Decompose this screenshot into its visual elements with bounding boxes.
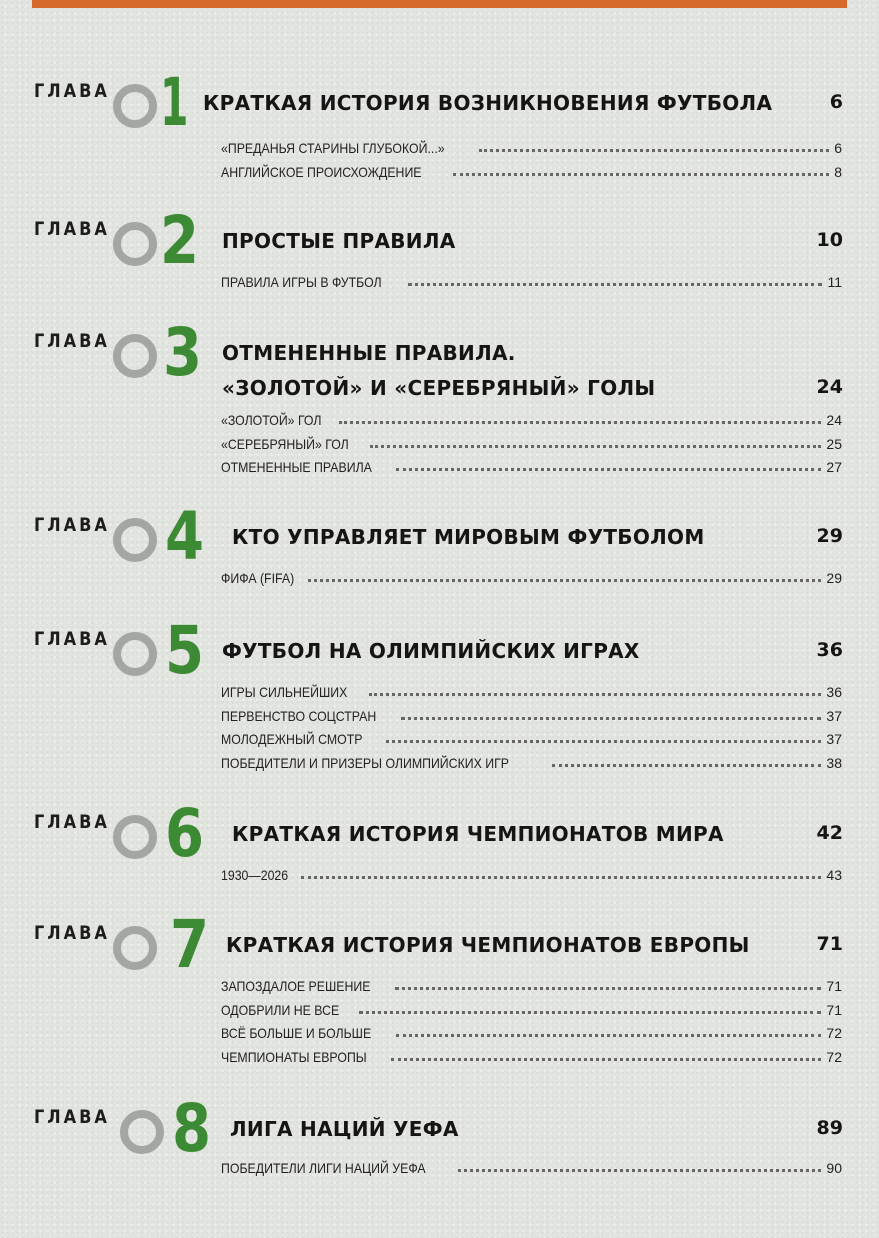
- chapter-ring-icon: [113, 518, 157, 562]
- dot-leader: [396, 1033, 822, 1037]
- chapter-number: 2: [160, 202, 200, 279]
- chapter-ring-icon: [113, 222, 157, 266]
- toc-entry-label: ЗАПОЗДАЛОЕ РЕШЕНИЕ: [221, 978, 371, 994]
- toc-entry-page: 25: [826, 435, 842, 452]
- toc-entry[interactable]: [221, 432, 842, 452]
- toc-entry-label: ФИФА (FIFA): [221, 570, 295, 586]
- chapter-number: 8: [172, 1090, 212, 1167]
- toc-entry[interactable]: [221, 704, 842, 724]
- dot-leader: [386, 739, 822, 743]
- toc-entry-label: ИГРЫ СИЛЬНЕЙШИХ: [221, 684, 348, 700]
- chapter-ring-icon: [113, 632, 157, 676]
- toc-entry-label: «ПРЕДАНЬЯ СТАРИНЫ ГЛУБОКОЙ...»: [221, 140, 445, 156]
- toc-entry-label: ПЕРВЕНСТВО СОЦСТРАН: [221, 707, 377, 724]
- chapter-number: 3: [163, 314, 203, 391]
- toc-entry-label: ВСЁ БОЛЬШЕ И БОЛЬШЕ: [221, 1025, 372, 1041]
- toc-entry[interactable]: [221, 1156, 842, 1176]
- toc-entry-page: 72: [826, 1025, 842, 1041]
- chapter-title-line[interactable]: КРАТКАЯ ИСТОРИЯ ЧЕМПИОНАТОВ МИРА: [232, 822, 724, 846]
- chapter-8: [0, 1090, 879, 1238]
- dot-leader: [308, 578, 821, 582]
- dot-leader: [396, 467, 821, 471]
- chapter-1: [0, 64, 879, 212]
- chapter-page-number: 71: [816, 933, 843, 955]
- toc-entry-label: ОТМЕНЕННЫЕ ПРАВИЛА: [221, 459, 372, 475]
- chapter-page-number: 89: [816, 1117, 843, 1139]
- dot-leader: [339, 420, 821, 424]
- toc-entry-page: 43: [826, 867, 842, 883]
- dot-leader: [391, 1057, 822, 1061]
- chapter-label: ГЛАВА: [34, 628, 110, 650]
- dot-leader: [552, 763, 821, 767]
- toc-entry-label: ОДОБРИЛИ НЕ ВСЕ: [221, 1001, 340, 1018]
- chapter-label: ГЛАВА: [34, 514, 110, 536]
- chapter-label: ГЛАВА: [34, 330, 110, 352]
- chapter-ring-icon: [113, 926, 157, 970]
- toc-entry-page: 27: [826, 459, 842, 475]
- toc-entry-page: 6: [834, 140, 842, 156]
- toc-entry-page: 11: [827, 274, 842, 290]
- toc-entry[interactable]: [221, 1045, 842, 1065]
- chapter-number: 1: [160, 64, 189, 141]
- chapter-title-line[interactable]: КРАТКАЯ ИСТОРИЯ ЧЕМПИОНАТОВ ЕВРОПЫ: [226, 933, 750, 957]
- chapter-number: 4: [165, 498, 205, 575]
- toc-entry-page: 71: [826, 978, 842, 994]
- chapter-title-line[interactable]: ФУТБОЛ НА ОЛИМПИЙСКИХ ИГРАХ: [222, 639, 640, 663]
- dot-leader: [479, 148, 829, 152]
- chapter-ring-icon: [113, 334, 157, 378]
- chapter-title-line[interactable]: ПРОСТЫЕ ПРАВИЛА: [222, 229, 456, 253]
- toc-entry-label: АНГЛИЙСКОЕ ПРОИСХОЖДЕНИЕ: [221, 163, 422, 180]
- toc-entry[interactable]: [221, 974, 842, 994]
- dot-leader: [458, 1168, 822, 1172]
- chapter-number: 5: [165, 612, 205, 689]
- chapter-page-number: 29: [816, 525, 843, 547]
- chapter-title-line[interactable]: КРАТКАЯ ИСТОРИЯ ВОЗНИКНОВЕНИЯ ФУТБОЛА: [203, 91, 773, 115]
- chapter-number: 6: [165, 795, 205, 872]
- dot-leader: [453, 172, 829, 176]
- toc-entry-page: 29: [826, 570, 842, 586]
- toc-entry-page: 72: [826, 1048, 842, 1065]
- toc-entry-page: 90: [826, 1160, 842, 1176]
- dot-leader: [369, 692, 822, 696]
- toc-entry-label: ПОБЕДИТЕЛИ И ПРИЗЕРЫ ОЛИМПИЙСКИХ ИГР: [221, 754, 509, 771]
- toc-entry-page: 36: [826, 684, 842, 700]
- chapter-label: ГЛАВА: [34, 80, 110, 102]
- chapter-title-line[interactable]: КТО УПРАВЛЯЕТ МИРОВЫМ ФУТБОЛОМ: [232, 525, 705, 549]
- chapter-5: [0, 612, 879, 771]
- chapter-page-number: 10: [816, 229, 843, 251]
- dot-leader: [370, 444, 821, 448]
- toc-entry[interactable]: [221, 727, 842, 747]
- chapter-3: [0, 314, 879, 475]
- toc-entry[interactable]: [221, 455, 842, 475]
- toc-entry[interactable]: [221, 680, 842, 700]
- toc-entry-label: ЧЕМПИОНАТЫ ЕВРОПЫ: [221, 1048, 367, 1065]
- chapter-page-number: 36: [816, 639, 843, 661]
- toc-entry-page: 8: [834, 163, 842, 180]
- toc-entry-label: ПОБЕДИТЕЛИ ЛИГИ НАЦИЙ УЕФА: [221, 1160, 426, 1176]
- toc-entry-label: «СЕРЕБРЯНЫЙ» ГОЛ: [221, 435, 349, 452]
- chapter-7: [0, 906, 879, 1065]
- chapter-label: ГЛАВА: [34, 811, 110, 833]
- toc-entry[interactable]: [221, 566, 842, 586]
- toc-entry-label: ПРАВИЛА ИГРЫ В ФУТБОЛ: [221, 274, 382, 290]
- toc-entry-page: 38: [826, 754, 842, 771]
- toc-entry-page: 37: [826, 707, 842, 724]
- toc-entry[interactable]: [221, 408, 842, 428]
- dot-leader: [301, 875, 821, 879]
- chapter-page-number: 24: [816, 376, 843, 398]
- toc-entry-label: 1930—2026: [221, 867, 289, 883]
- chapter-page-number: 6: [829, 91, 843, 113]
- chapter-title-line[interactable]: «ЗОЛОТОЙ» И «СЕРЕБРЯНЫЙ» ГОЛЫ: [222, 376, 656, 400]
- toc-entry[interactable]: [221, 1021, 842, 1041]
- chapter-ring-icon: [113, 815, 157, 859]
- toc-entry[interactable]: [221, 863, 842, 883]
- toc-entry-label: «ЗОЛОТОЙ» ГОЛ: [221, 412, 322, 428]
- dot-leader: [408, 282, 823, 286]
- chapter-ring-icon: [113, 84, 157, 128]
- chapter-page-number: 42: [816, 822, 843, 844]
- chapter-label: ГЛАВА: [34, 922, 110, 944]
- chapter-label: ГЛАВА: [34, 218, 110, 240]
- toc-entry-page: 24: [826, 412, 842, 428]
- toc-entry-page: 71: [826, 1001, 842, 1018]
- toc-entry[interactable]: [221, 998, 842, 1018]
- chapter-label: ГЛАВА: [34, 1106, 110, 1128]
- toc-entry[interactable]: [221, 136, 842, 156]
- chapter-number: 7: [170, 906, 210, 983]
- top-accent-bar: [32, 0, 847, 8]
- toc-entry-page: 37: [826, 731, 842, 747]
- dot-leader: [395, 986, 822, 990]
- toc-entry[interactable]: [221, 751, 842, 771]
- chapter-title-line[interactable]: ЛИГА НАЦИЙ УЕФА: [230, 1117, 459, 1141]
- chapter-ring-icon: [120, 1110, 164, 1154]
- dot-leader: [401, 716, 821, 720]
- toc-entry-label: МОЛОДЕЖНЫЙ СМОТР: [221, 731, 363, 747]
- chapter-title-line[interactable]: ОТМЕНЕННЫЕ ПРАВИЛА.: [222, 341, 516, 365]
- toc-entry[interactable]: [221, 160, 842, 180]
- dot-leader: [359, 1010, 821, 1014]
- toc-entry[interactable]: [221, 270, 842, 290]
